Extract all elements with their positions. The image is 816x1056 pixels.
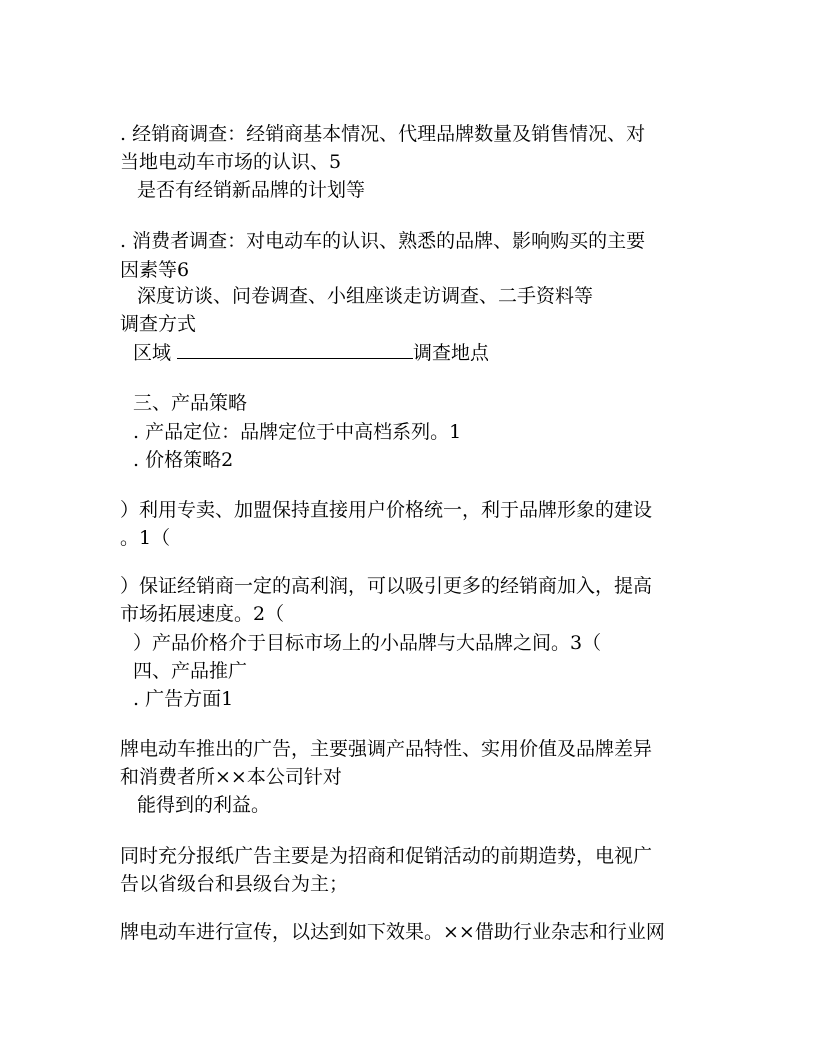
survey-methods-list: 深度访谈、问卷调查、小组座谈走访调查、二手资料等 bbox=[137, 285, 594, 307]
region-blank-field bbox=[177, 340, 413, 359]
section-heading-promotion: 四、产品推广 bbox=[133, 660, 248, 682]
ad-paragraph-line-3: 能得到的利益。 bbox=[137, 794, 271, 816]
media-paragraph-line-1: 同时充分报纸广告主要是为招商和促销活动的前期造势，电视广 bbox=[120, 845, 653, 867]
dealer-survey-line-3: 是否有经销新品牌的计划等 bbox=[137, 179, 366, 201]
consumer-survey-line-2: 因素等6 bbox=[120, 259, 190, 281]
region-row bbox=[133, 340, 489, 366]
product-positioning-line: . 产品定位：品牌定位于中高档系列。1 bbox=[133, 421, 462, 443]
pricing-point-2-line-1: ）保证经销商一定的高利润，可以吸引更多的经销商加入，提高 bbox=[120, 575, 653, 597]
pricing-strategy-line: . 价格策略2 bbox=[133, 449, 234, 471]
pricing-point-1-line-2: 。1（ bbox=[120, 527, 171, 549]
pricing-point-3-line: ）产品价格介于目标市场上的小品牌与大品牌之间。3（ bbox=[133, 632, 602, 654]
consumer-survey-line-1: . 消费者调查：对电动车的认识、熟悉的品牌、影响购买的主要 bbox=[120, 230, 646, 252]
section-heading-product-strategy: 三、产品策略 bbox=[133, 392, 248, 414]
trade-media-line: 牌电动车进行宣传，以达到如下效果。××借助行业杂志和行业网 bbox=[120, 921, 665, 943]
advertising-line: . 广告方面1 bbox=[133, 688, 234, 710]
ad-paragraph-line-2: 和消费者所××本公司针对 bbox=[120, 766, 342, 788]
media-paragraph-line-2: 告以省级台和县级台为主； bbox=[120, 873, 349, 895]
dealer-survey-line-1: . 经销商调查：经销商基本情况、代理品牌数量及销售情况、对 bbox=[120, 123, 646, 145]
survey-location-label: 调查地点 bbox=[413, 342, 490, 364]
ad-paragraph-line-1: 牌电动车推出的广告，主要强调产品特性、实用价值及品牌差异 bbox=[120, 738, 653, 760]
dealer-survey-line-2: 当地电动车市场的认识、5 bbox=[120, 151, 342, 173]
pricing-point-1-line-1: ）利用专卖、加盟保持直接用户价格统一，利于品牌形象的建设 bbox=[120, 499, 653, 521]
survey-method-label: 调查方式 bbox=[120, 313, 197, 335]
region-label: 区域 bbox=[133, 342, 172, 364]
pricing-point-2-line-2: 市场拓展速度。2（ bbox=[120, 603, 285, 625]
